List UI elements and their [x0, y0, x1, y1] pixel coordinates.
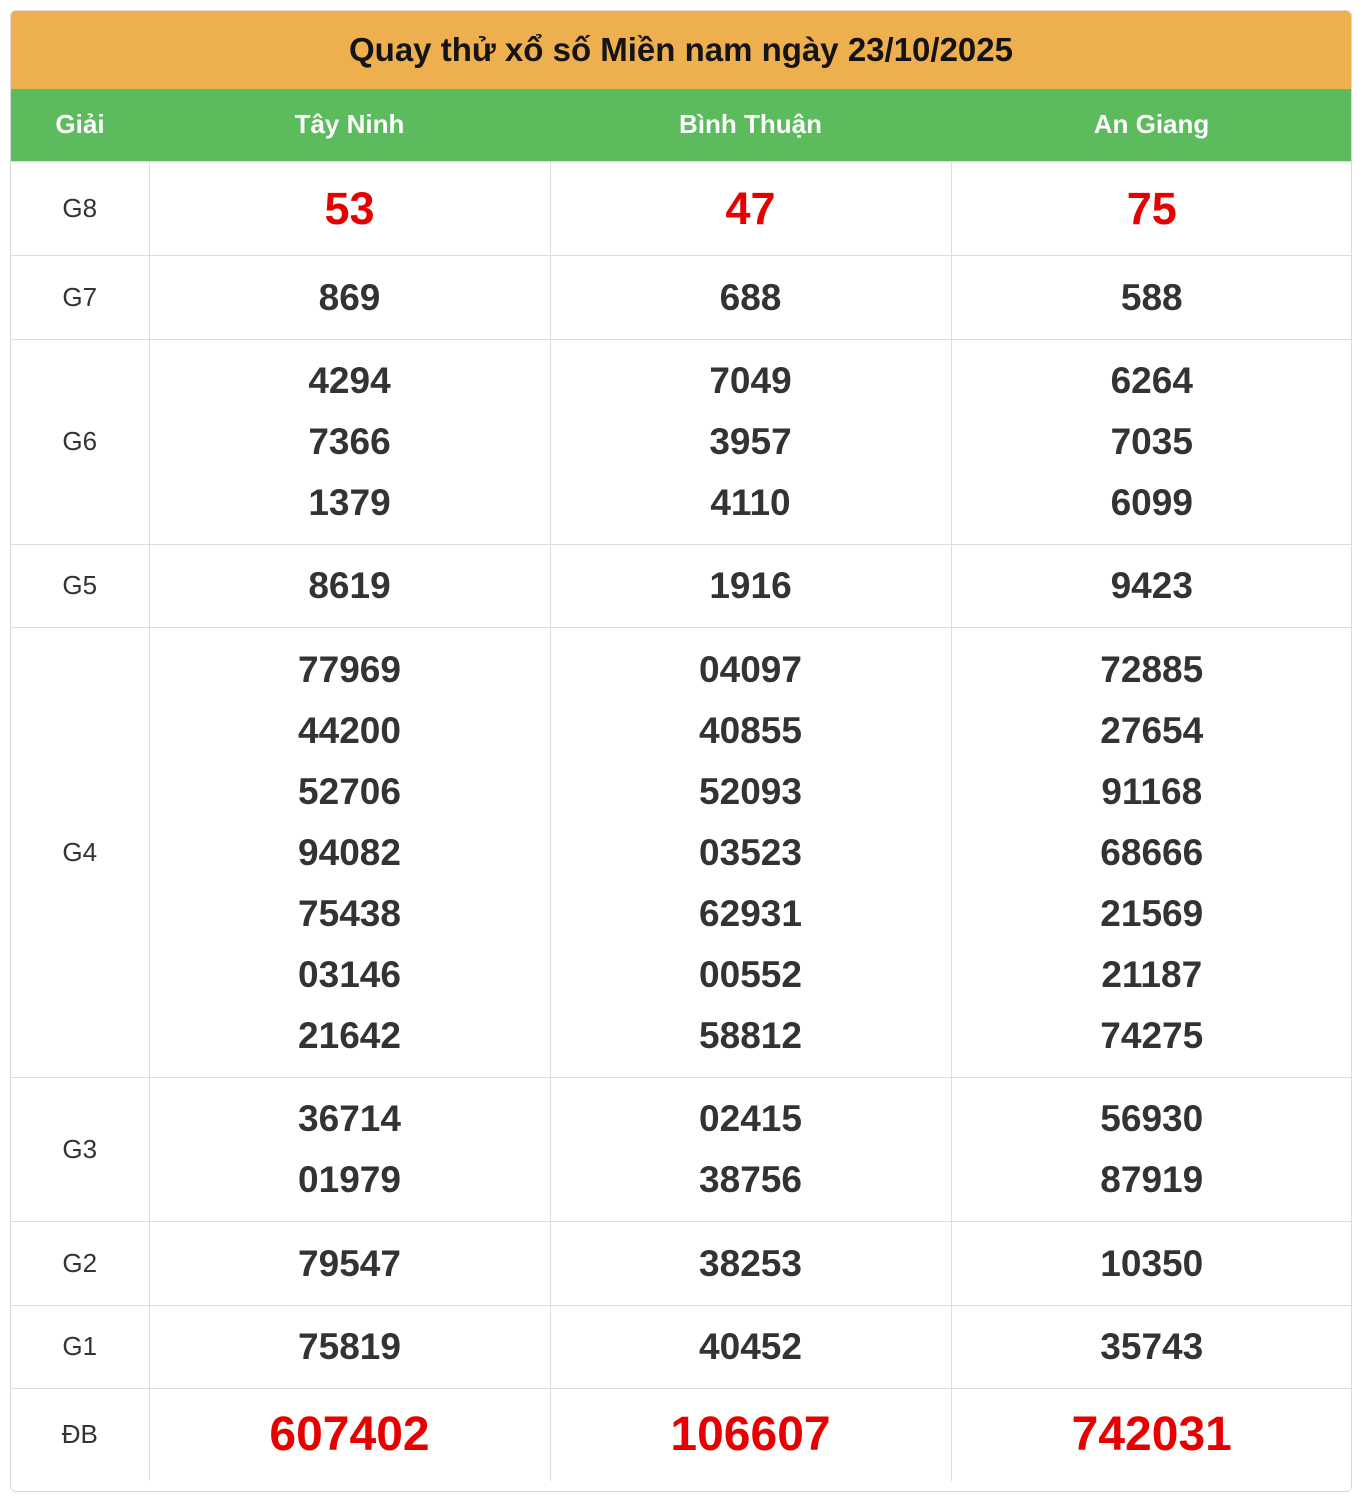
result-cell	[951, 1077, 1352, 1221]
result-number: 03146	[298, 953, 401, 995]
result-number: 869	[318, 276, 381, 318]
result-cell	[149, 544, 550, 627]
result-number: 9423	[1110, 565, 1193, 606]
result-cell	[550, 1388, 951, 1481]
header-province-binh-thuan: Bình Thuận	[679, 109, 822, 140]
result-cell	[550, 255, 951, 339]
result-number: 21187	[1101, 953, 1203, 995]
result-number: 7049	[709, 360, 792, 401]
special-prize-number: 742031	[1071, 1408, 1232, 1462]
result-cell	[951, 1388, 1352, 1481]
result-number: 75438	[298, 892, 401, 934]
result-number: 53	[324, 182, 375, 234]
result-number: 40855	[699, 709, 802, 751]
results-card	[10, 10, 1352, 1492]
result-cell	[550, 1221, 951, 1305]
result-number: 7035	[1110, 421, 1193, 462]
prize-label: G3	[11, 1077, 149, 1221]
result-cell	[550, 544, 951, 627]
result-number: 91168	[1101, 770, 1203, 812]
result-number: 68666	[1100, 831, 1204, 873]
prize-label: ĐB	[11, 1388, 149, 1481]
result-number: 56930	[1100, 1098, 1204, 1139]
table-row	[11, 339, 1352, 544]
result-number: 00552	[699, 953, 802, 995]
result-number: 01979	[298, 1159, 401, 1200]
prize-label: G5	[11, 544, 149, 627]
result-cell	[550, 627, 951, 1077]
result-number: 688	[719, 276, 782, 318]
result-number: 72885	[1100, 648, 1204, 690]
result-number: 47	[725, 182, 776, 234]
result-number: 87919	[1100, 1159, 1204, 1200]
result-number: 6264	[1110, 360, 1193, 401]
result-number: 21642	[298, 1014, 401, 1056]
result-number: 7366	[308, 421, 391, 462]
header-province-tay-ninh: Tây Ninh	[294, 109, 405, 140]
result-number: 1916	[709, 565, 792, 606]
result-cell	[951, 544, 1352, 627]
prize-label: G7	[11, 255, 149, 339]
table-row	[11, 161, 1352, 255]
result-cell	[149, 1221, 550, 1305]
result-number: 36714	[298, 1098, 401, 1139]
result-number: 3957	[709, 421, 792, 462]
result-number: 04097	[699, 648, 802, 690]
result-cell	[550, 1305, 951, 1388]
result-cell	[951, 1305, 1352, 1388]
result-number: 40452	[699, 1326, 802, 1367]
result-number: 74275	[1100, 1014, 1204, 1056]
page-title: Quay thử xổ số Miền nam ngày 23/10/2025	[11, 11, 1351, 89]
result-number: 94082	[298, 831, 401, 873]
result-cell	[149, 255, 550, 339]
result-cell	[149, 1388, 550, 1481]
result-number: 10350	[1100, 1242, 1204, 1284]
result-number: 35743	[1100, 1326, 1204, 1367]
result-number: 79547	[298, 1242, 401, 1284]
result-number: 4110	[710, 482, 791, 523]
table-row	[11, 627, 1352, 1077]
result-cell	[550, 339, 951, 544]
result-number: 52706	[298, 770, 401, 812]
header-prize: Giải	[55, 109, 105, 140]
result-cell	[951, 1221, 1352, 1305]
result-cell	[149, 627, 550, 1077]
result-number: 27654	[1100, 709, 1204, 751]
result-number: 62931	[699, 892, 802, 934]
prize-label: G1	[11, 1305, 149, 1388]
header-province-an-giang: An Giang	[1093, 109, 1210, 140]
table-row	[11, 1077, 1352, 1221]
result-cell	[149, 161, 550, 255]
results-table	[11, 89, 1352, 1481]
result-cell	[149, 1305, 550, 1388]
prize-label: G2	[11, 1221, 149, 1305]
table-header-row	[11, 89, 1352, 161]
table-row	[11, 1388, 1352, 1481]
result-number: 588	[1120, 276, 1183, 318]
table-row	[11, 255, 1352, 339]
result-number: 02415	[699, 1098, 802, 1139]
prize-label: G4	[11, 627, 149, 1077]
result-number: 77969	[298, 648, 401, 690]
result-number: 21569	[1100, 892, 1204, 934]
prize-label: G6	[11, 339, 149, 544]
result-cell	[149, 339, 550, 544]
table-row	[11, 544, 1352, 627]
result-cell	[550, 161, 951, 255]
prize-label: G8	[11, 161, 149, 255]
result-number: 1379	[308, 482, 391, 523]
result-cell	[951, 255, 1352, 339]
result-number: 58812	[699, 1014, 802, 1056]
result-cell	[149, 1077, 550, 1221]
table-row	[11, 1221, 1352, 1305]
result-cell	[951, 627, 1352, 1077]
result-number: 44200	[298, 709, 401, 751]
result-number: 4294	[308, 360, 391, 401]
result-number: 75819	[298, 1326, 401, 1367]
result-cell	[951, 161, 1352, 255]
special-prize-number: 607402	[269, 1408, 430, 1462]
result-cell	[951, 339, 1352, 544]
result-cell	[550, 1077, 951, 1221]
result-number: 75	[1126, 182, 1177, 234]
result-number: 38253	[699, 1242, 802, 1284]
result-number: 8619	[308, 565, 391, 606]
result-number: 03523	[699, 831, 802, 873]
result-number: 6099	[1110, 482, 1193, 523]
result-number: 38756	[699, 1159, 802, 1200]
special-prize-number: 106607	[670, 1408, 831, 1462]
table-row	[11, 1305, 1352, 1388]
result-number: 52093	[699, 770, 802, 812]
